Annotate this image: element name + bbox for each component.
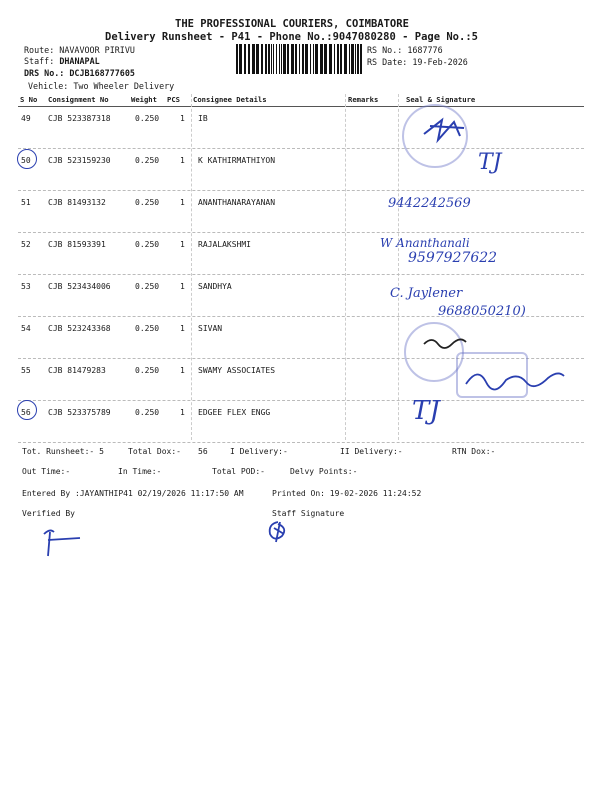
- row-consignment: CJB 81593391: [48, 240, 106, 249]
- ink-circle-mark: [17, 149, 37, 169]
- col-pcs: PCS: [167, 95, 180, 104]
- barcode-bar: [351, 44, 354, 74]
- barcode-bar: [261, 44, 263, 74]
- row-consignment: CJB 81479283: [48, 366, 106, 375]
- handwritten-name: C. Jaylener: [390, 286, 463, 301]
- row-consignment: CJB 81493132: [48, 198, 106, 207]
- row-sno: 52: [21, 240, 31, 249]
- handwritten-initials: TJ: [478, 150, 502, 175]
- row-pcs: 1: [180, 282, 185, 291]
- row-consignee: RAJALAKSHMI: [198, 240, 251, 249]
- row-weight: 0.250: [135, 198, 160, 207]
- entered-by: Entered By :JAYANTHIP41 02/19/2026 11:17:50 AM: [22, 489, 244, 498]
- row-consignment: CJB 523375789: [48, 408, 111, 417]
- staff-signature: [264, 518, 292, 544]
- row-sno: 55: [21, 366, 31, 375]
- barcode-bar: [271, 44, 272, 74]
- barcode-bar: [256, 44, 259, 74]
- row-pcs: 1: [180, 324, 185, 333]
- barcode-bar: [344, 44, 347, 74]
- verified-by-label: Verified By: [22, 509, 75, 518]
- col-weight: Weight: [131, 95, 157, 104]
- barcode-bar: [287, 44, 289, 74]
- barcode-bar: [283, 44, 286, 74]
- runsheet-subtitle: Delivery Runsheet - P41 - Phone No.:9047080280 - Page No.:5: [105, 31, 478, 43]
- barcode-bar: [244, 44, 246, 74]
- row-consignee: SANDHYA: [198, 282, 232, 291]
- row-weight: 0.250: [135, 282, 160, 291]
- row-consignee: SWAMY ASSOCIATES: [198, 366, 276, 375]
- row-sno: 50: [21, 156, 31, 165]
- barcode-bar: [360, 44, 362, 74]
- barcode-bar: [281, 44, 282, 74]
- row-pcs: 1: [180, 240, 185, 249]
- row-weight: 0.250: [135, 408, 160, 417]
- table-row: [18, 232, 584, 275]
- staff-label: Staff:: [24, 56, 55, 66]
- row-weight: 0.250: [135, 366, 160, 375]
- row-sno: 56: [21, 408, 31, 417]
- row-weight: 0.250: [135, 156, 160, 165]
- row-consignee: EDGEE FLEX ENGG: [198, 408, 271, 417]
- barcode-bar: [313, 44, 314, 74]
- col-sno: S No: [20, 95, 38, 104]
- barcode-bar: [299, 44, 300, 74]
- barcode-bar: [334, 44, 335, 74]
- row-sno: 51: [21, 198, 31, 207]
- verifier-signature: [40, 520, 90, 560]
- barcode-bar: [239, 44, 242, 74]
- in-time: In Time:-: [118, 467, 162, 476]
- handwritten-initials: TJ: [412, 396, 440, 426]
- ii-delivery: II Delivery:-: [340, 447, 403, 456]
- col-remarks: Remarks: [348, 95, 379, 104]
- company-title: THE PROFESSIONAL COURIERS, COIMBATORE: [175, 18, 409, 30]
- row-pcs: 1: [180, 156, 185, 165]
- row-consignment: CJB 523434006: [48, 282, 111, 291]
- barcode-bar: [349, 44, 350, 74]
- barcode-bar: [279, 44, 280, 74]
- barcode-bar: [268, 44, 270, 74]
- barcode-bar: [305, 44, 308, 74]
- i-delivery: I Delivery:-: [230, 447, 288, 456]
- handwritten-phone: 9597927622: [408, 250, 498, 266]
- drs-line: [24, 68, 135, 78]
- col-consignee: Consignee Details: [193, 95, 267, 104]
- delvy-points: Delvy Points:-: [290, 467, 358, 476]
- col-seal-signature: Seal & Signature: [406, 95, 476, 104]
- row-sno: 54: [21, 324, 31, 333]
- row-pcs: 1: [180, 366, 185, 375]
- printed-on: Printed On: 19-02-2026 11:24:52: [272, 489, 422, 498]
- row-consignee: SIVAN: [198, 324, 223, 333]
- signature-scribble: [420, 334, 470, 354]
- col-consignment: Consignment No: [48, 95, 109, 104]
- row-sno: 49: [21, 114, 31, 123]
- row-weight: 0.250: [135, 240, 160, 249]
- barcode-bar: [315, 44, 318, 74]
- barcode-bar: [320, 44, 323, 74]
- barcode-bar: [291, 44, 294, 74]
- barcode-bar: [295, 44, 297, 74]
- signature-scribble: [420, 112, 470, 146]
- barcode-bar: [248, 44, 250, 74]
- row-consignee: IB: [198, 114, 208, 123]
- row-pcs: 1: [180, 408, 185, 417]
- row-consignment: CJB 523159230: [48, 156, 111, 165]
- total-pod: Total POD:-: [212, 467, 265, 476]
- staff-line: [24, 56, 100, 66]
- signature-scribble: [460, 362, 570, 394]
- total-dox-label: Total Dox:-: [128, 447, 181, 456]
- row-pcs: 1: [180, 114, 185, 123]
- staff-value: DHANAPAL: [59, 56, 100, 66]
- handwritten-phone: 9688050210): [438, 304, 526, 319]
- table-row: [18, 400, 584, 443]
- vehicle-label: Vehicle: Two Wheeler Delivery: [28, 81, 175, 91]
- drs-label: DRS No.:: [24, 68, 65, 78]
- handwritten-phone: 9442242569: [388, 196, 471, 211]
- rtn-dox: RTN Dox:-: [452, 447, 496, 456]
- staff-signature-label: Staff Signature: [272, 509, 345, 518]
- barcode-bar: [276, 44, 277, 74]
- total-runsheet: Tot. Runsheet:- 5: [22, 447, 104, 456]
- rs-date: RS Date: 19-Feb-2026: [367, 57, 468, 67]
- handwritten-name: W Ananthanali: [380, 236, 470, 250]
- barcode-bar: [265, 44, 267, 74]
- table-row: [18, 106, 584, 149]
- barcode-bar: [236, 44, 238, 74]
- ink-circle-mark: [17, 400, 37, 420]
- row-consignment: CJB 523387318: [48, 114, 111, 123]
- table-row: [18, 190, 584, 233]
- total-dox-value: 56: [198, 447, 208, 456]
- barcode-bar: [302, 44, 304, 74]
- row-consignee: ANANTHANARAYANAN: [198, 198, 276, 207]
- barcode-bar: [337, 44, 339, 74]
- barcode-bar: [355, 44, 356, 74]
- barcode-bar: [310, 44, 311, 74]
- rs-number: RS No.: 1687776: [367, 45, 443, 55]
- row-consignment: CJB 523243368: [48, 324, 111, 333]
- out-time: Out Time:-: [22, 467, 71, 476]
- row-weight: 0.250: [135, 324, 160, 333]
- row-sno: 53: [21, 282, 31, 291]
- row-pcs: 1: [180, 198, 185, 207]
- barcode-bar: [357, 44, 359, 74]
- row-consignee: K KATHIRMATHIYON: [198, 156, 276, 165]
- drs-value: DCJB168777605: [69, 68, 135, 78]
- barcode-bar: [329, 44, 332, 74]
- barcode-bar: [340, 44, 342, 74]
- row-weight: 0.250: [135, 114, 160, 123]
- barcode-bar: [273, 44, 274, 74]
- barcode-image: [236, 44, 364, 74]
- barcode-bar: [252, 44, 255, 74]
- route-label: Route: NAVAVOOR PIRIVU: [24, 45, 135, 55]
- barcode-bar: [324, 44, 327, 74]
